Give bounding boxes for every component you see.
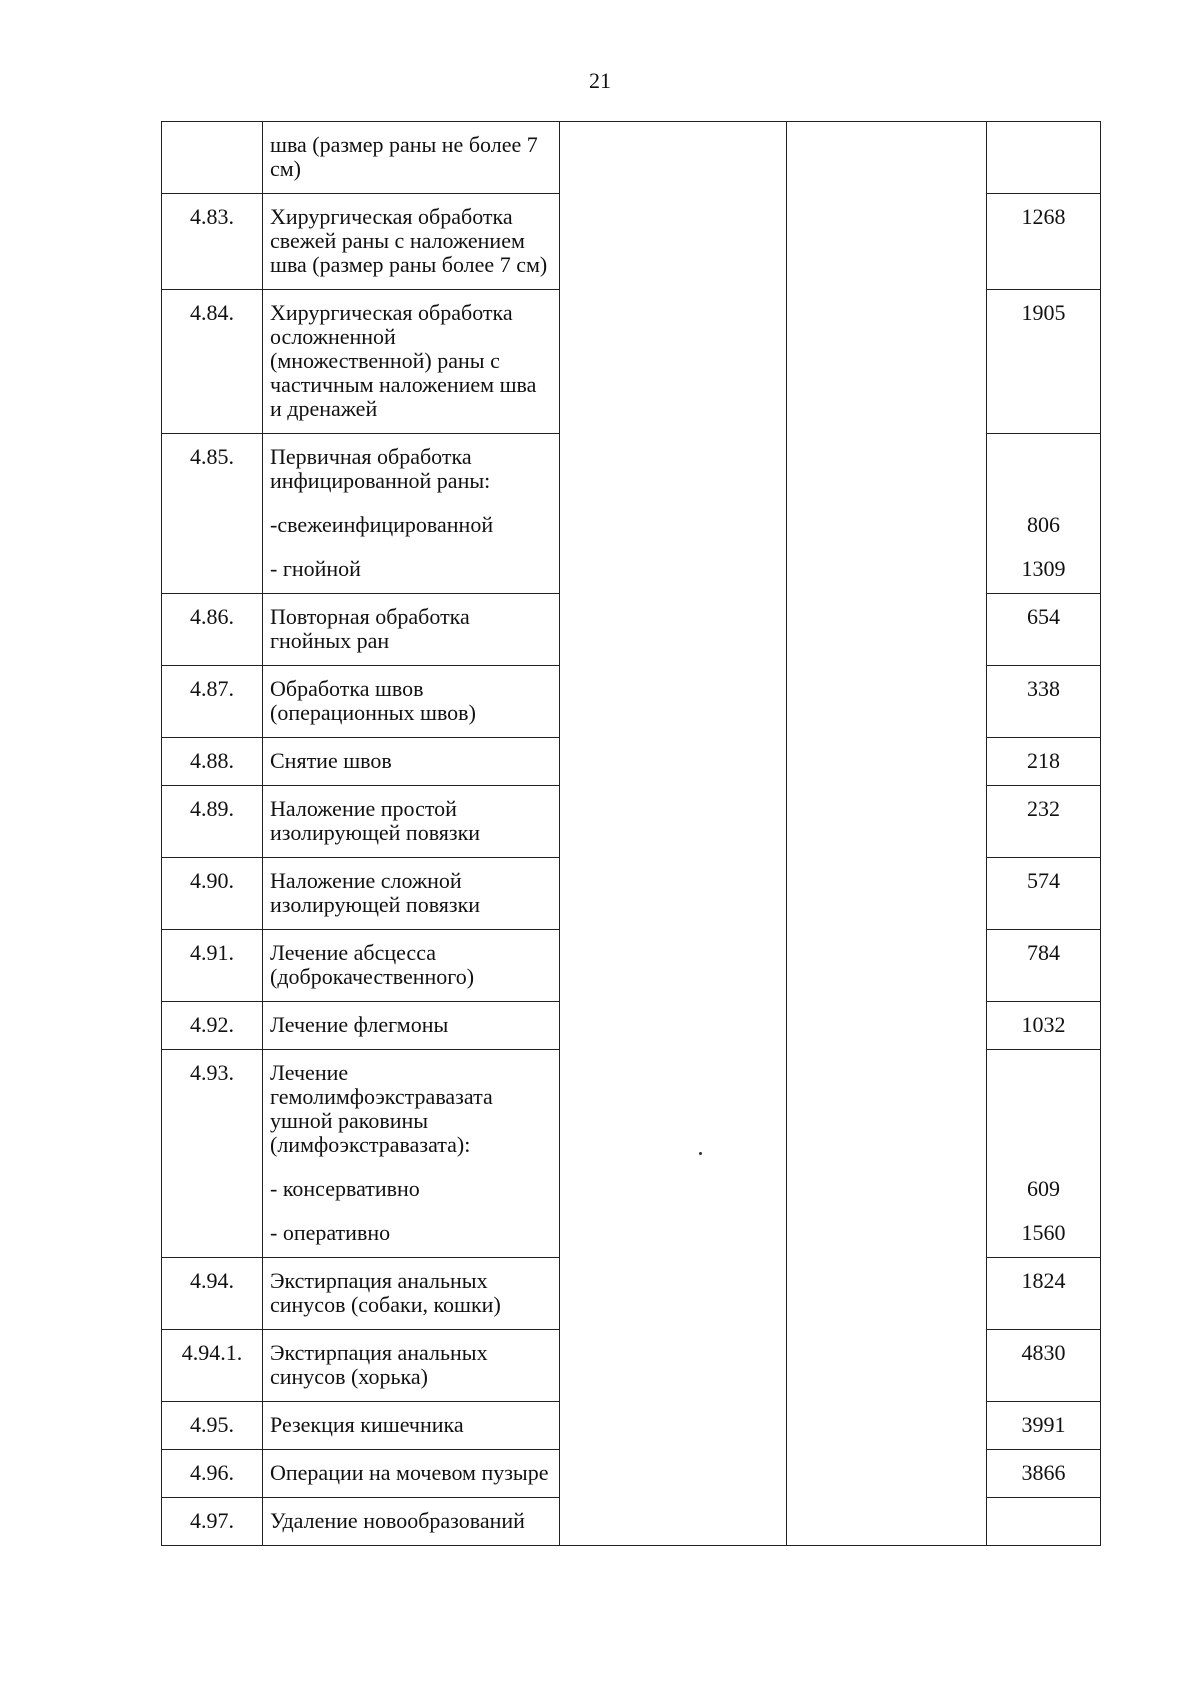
scan-speck xyxy=(699,1152,702,1155)
service-price: 574 xyxy=(987,858,1101,930)
empty-cell xyxy=(787,1498,987,1546)
empty-cell xyxy=(787,1450,987,1498)
table-row xyxy=(162,858,1101,930)
empty-cell xyxy=(560,1002,787,1050)
empty-cell xyxy=(787,1050,987,1258)
empty-cell xyxy=(560,1450,787,1498)
empty-cell xyxy=(560,122,787,194)
table-row xyxy=(162,194,1101,290)
service-price: 1824 xyxy=(987,1258,1101,1330)
row-number: 4.85. xyxy=(162,434,263,594)
service-name: Хирургическая обработка осложненной (множественной) раны с частичным наложением шва и дренажей xyxy=(263,290,560,434)
service-name: Удаление новообразований xyxy=(263,1498,560,1546)
empty-cell xyxy=(560,930,787,1002)
service-name: Резекция кишечника xyxy=(263,1402,560,1450)
service-name: Экстирпация анальных синусов (собаки, кошки) xyxy=(263,1258,560,1330)
empty-cell xyxy=(787,666,987,738)
service-price: 232 xyxy=(987,786,1101,858)
service-price-group xyxy=(987,1050,1101,1258)
service-price-group xyxy=(987,434,1101,594)
empty-cell xyxy=(560,786,787,858)
table-row xyxy=(162,786,1101,858)
table-row xyxy=(162,738,1101,786)
empty-cell xyxy=(560,1498,787,1546)
price-table xyxy=(161,121,1101,1546)
empty-cell xyxy=(787,1402,987,1450)
empty-cell xyxy=(787,786,987,858)
row-number: 4.86. xyxy=(162,594,263,666)
service-name-group xyxy=(263,434,560,594)
service-name: Наложение сложной изолирующей повязки xyxy=(263,858,560,930)
table-row xyxy=(162,1330,1101,1402)
row-number: 4.90. xyxy=(162,858,263,930)
empty-cell xyxy=(560,434,787,594)
empty-cell xyxy=(787,930,987,1002)
row-number: 4.83. xyxy=(162,194,263,290)
table-row xyxy=(162,930,1101,1002)
table-row xyxy=(162,290,1101,434)
price-spacer xyxy=(987,445,1100,493)
table-row xyxy=(162,666,1101,738)
service-name: Экстирпация анальных синусов (хорька) xyxy=(263,1330,560,1402)
table-row xyxy=(162,1002,1101,1050)
table-row xyxy=(162,122,1101,194)
empty-cell xyxy=(787,1330,987,1402)
service-price: 218 xyxy=(987,738,1101,786)
table-row xyxy=(162,1402,1101,1450)
service-price: 3991 xyxy=(987,1402,1101,1450)
service-price: 1032 xyxy=(987,1002,1101,1050)
sub-service-price: 806 xyxy=(1027,512,1060,537)
sub-service-label: - оперативно xyxy=(270,1220,391,1245)
price-spacer xyxy=(987,1061,1100,1157)
sub-service-price: 1309 xyxy=(1021,556,1066,581)
empty-cell xyxy=(787,122,987,194)
row-number: 4.97. xyxy=(162,1498,263,1546)
empty-cell xyxy=(560,1330,787,1402)
service-name: Обработка швов (операционных швов) xyxy=(263,666,560,738)
empty-cell xyxy=(787,1258,987,1330)
service-name: Первичная обработка инфицированной раны: xyxy=(270,444,491,493)
empty-cell xyxy=(787,738,987,786)
service-name: Лечение абсцесса (доброкачественного) xyxy=(263,930,560,1002)
service-price: 1268 xyxy=(987,194,1101,290)
empty-cell xyxy=(787,194,987,290)
service-price xyxy=(987,1498,1101,1546)
service-name: шва (размер раны не более 7 см) xyxy=(263,122,560,194)
service-price: 784 xyxy=(987,930,1101,1002)
row-number: 4.93. xyxy=(162,1050,263,1258)
empty-cell xyxy=(787,858,987,930)
sub-service-label: - гнойной xyxy=(270,556,361,581)
sub-service-label: - консервативно xyxy=(270,1176,420,1201)
table-row xyxy=(162,1498,1101,1546)
service-name: Повторная обработка гнойных ран xyxy=(263,594,560,666)
empty-cell xyxy=(560,666,787,738)
row-number: 4.92. xyxy=(162,1002,263,1050)
empty-cell xyxy=(787,434,987,594)
table-row xyxy=(162,434,1101,594)
table-row xyxy=(162,1450,1101,1498)
page-number: 21 xyxy=(589,68,611,93)
row-number: 4.96. xyxy=(162,1450,263,1498)
empty-cell xyxy=(560,738,787,786)
empty-cell xyxy=(560,1258,787,1330)
service-name-group xyxy=(263,1050,560,1258)
sub-service-price: 1560 xyxy=(1021,1220,1066,1245)
service-name: Операции на мочевом пузыре xyxy=(263,1450,560,1498)
row-number: 4.95. xyxy=(162,1402,263,1450)
table-row xyxy=(162,1258,1101,1330)
row-number: 4.94.1. xyxy=(162,1330,263,1402)
service-name: Снятие швов xyxy=(263,738,560,786)
sub-service-label: -свежеинфицированной xyxy=(270,512,494,537)
empty-cell xyxy=(787,290,987,434)
row-number: 4.89. xyxy=(162,786,263,858)
sub-service-price: 609 xyxy=(1027,1176,1060,1201)
table-row xyxy=(162,594,1101,666)
table-row xyxy=(162,1050,1101,1258)
row-number: 4.84. xyxy=(162,290,263,434)
service-price xyxy=(987,122,1101,194)
service-name: Лечение гемолимфоэкстравазата ушной раковины (лимфоэкстравазата): xyxy=(270,1060,493,1157)
empty-cell xyxy=(560,194,787,290)
empty-cell xyxy=(787,594,987,666)
row-number: 4.87. xyxy=(162,666,263,738)
empty-cell xyxy=(560,290,787,434)
service-price: 1905 xyxy=(987,290,1101,434)
row-number: 4.91. xyxy=(162,930,263,1002)
empty-cell xyxy=(560,858,787,930)
service-price: 3866 xyxy=(987,1450,1101,1498)
service-price: 338 xyxy=(987,666,1101,738)
empty-cell xyxy=(787,1002,987,1050)
row-number: 4.94. xyxy=(162,1258,263,1330)
service-name: Хирургическая обработка свежей раны с наложением шва (размер раны более 7 см) xyxy=(263,194,560,290)
row-number: 4.88. xyxy=(162,738,263,786)
row-number xyxy=(162,122,263,194)
service-name: Наложение простой изолирующей повязки xyxy=(263,786,560,858)
empty-cell xyxy=(560,1050,787,1258)
service-price: 4830 xyxy=(987,1330,1101,1402)
empty-cell xyxy=(560,1402,787,1450)
service-name: Лечение флегмоны xyxy=(263,1002,560,1050)
service-price: 654 xyxy=(987,594,1101,666)
empty-cell xyxy=(560,594,787,666)
